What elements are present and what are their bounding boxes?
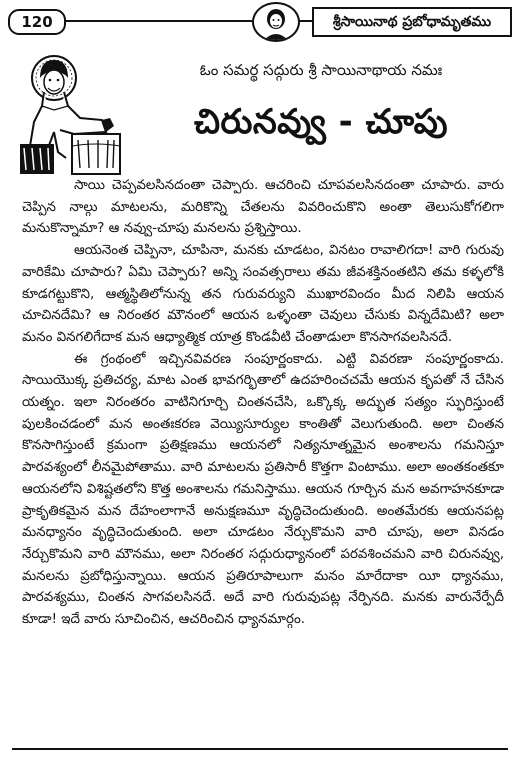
chapter-title: చిరునవ్వు - చూపు [193, 102, 449, 142]
paragraph: సాయి చెప్పవలసినదంతా చెప్పారు. ఆచరించి చూపవలసినదంతా చూపారు. వారు చెప్పిన నాల్గు మాటలను, మరికొన్ని చేతలను వివరించుకొని అంతా తెలుసుకోగలిగా మనుకొన్నామా? ఆ నవ్వు-చూపు మనలను ప్రశ్నిస్తాయి. [22, 178, 504, 237]
body-text [22, 175, 504, 631]
paragraph: ఈ గ్రంథంలో ఇచ్చినవివరణ సంపూర్ణంకాదు. ఎట్టి వివరణా సంపూర్ణంకాదు. సాయియొక్క ప్రతిచర్య, మాట ఎంత భావగర్భితాలో ఉదహరించచమే ఆయన కృపతో నే చేసిన యత్నం. ఇలా నిరంతరం వాటినిగూర్చి చింతనచేసి, ఒక్కొక్క అద్భుత సత్యం స్ఫురిస్తుంటే పులకించడంలో మన అంతఃకరణ వెయ్యిసూర్యుల కాంతితో వెలుగుతుంది. అలా చింతన కొనసాగిస్తుంటే క్రమంగా ప్రతిక్షణము ఆయనలో నిత్యనూత్నమైన అంశాలను గమనిస్తూ పారవశ్యంలో లీనమైపోతాము. వారి మాటలను ప్రతిసారీ కొత్తగా వింటాము. అలా అంతకంతకూ ఆయనలోని విశిష్టతలోని కొత్త అంశాలను గమనిస్తాము. ఆయన గూర్చిన మన అవగాహనకూడా ప్రాకృతికమైన మన దేహంలాగానే అనుక్షణమూ వృద్ధిచెందుతుంది. అంతమేరకు ఆయనపట్ల మనధ్యానం వృద్ధిచెందుతుంది. అలా చూడటం నేర్చుకొమని వారి చూపు, అలా వినడం నేర్చుకొమని వారి మౌనము, అలా నిరంతర సద్గురుధ్యానంలో పరవశించమని వారి చిరునవ్వు, మనలను ప్రబోధిస్తున్నాయి. ఆయన ప్రతిరూపాలుగా మనం మారేదాకా యీ ధ్యానము, పారవశ్యము, చింతన సాగవలసినదే. అదే వారి గురువుపట్ల నేర్పినది. మనకు వారునేర్పేదీ కూడా! ఇదే వారు సూచించిన, ఆచరించిన ధ్యానమార్గం. [22, 351, 504, 628]
page-bottom-rule [12, 748, 508, 750]
page-number: 120 [8, 9, 66, 35]
invocation-line: ఓం సమర్థ సద్గురు శ్రీ సాయినాథాయ నమః [199, 61, 443, 79]
header-rule [64, 20, 252, 22]
book-title: శ్రీసాయినాథ ప్రబోధామృతము [312, 7, 512, 37]
sai-baba-medallion-icon [252, 2, 300, 42]
sai-baba-portrait-icon [14, 48, 126, 180]
page-header [0, 0, 520, 40]
paragraph: ఆయనెంత చెప్పినా, చూపినా, మనకు చూడటం, వినటం రావాలిగదా! వారి గురువు వారికేమి చూపారు? ఏమి చెప్పారు? అన్ని సంవత్సరాలు తమ జీవశక్తినంతటిని తమ కళ్ళలోకి కూడగట్టుకొని, ఆత్మస్థితిలోనున్న తన గురువర్యుని ముఖారవిందం మీద నిలిపి ఆయన చూచినదేమి? ఆ నిరంతర మౌనంలో ఆయన ఒళ్ళంతా చెవులు చేసుకు విన్నదేమిటి? అలా మనం వినగలిగేదాక మన ఆధ్యాత్మిక యాత్ర కొండవీటి చేంతాడులా కొనసాగవలసినదే. [22, 243, 504, 345]
header-rule [298, 20, 312, 22]
